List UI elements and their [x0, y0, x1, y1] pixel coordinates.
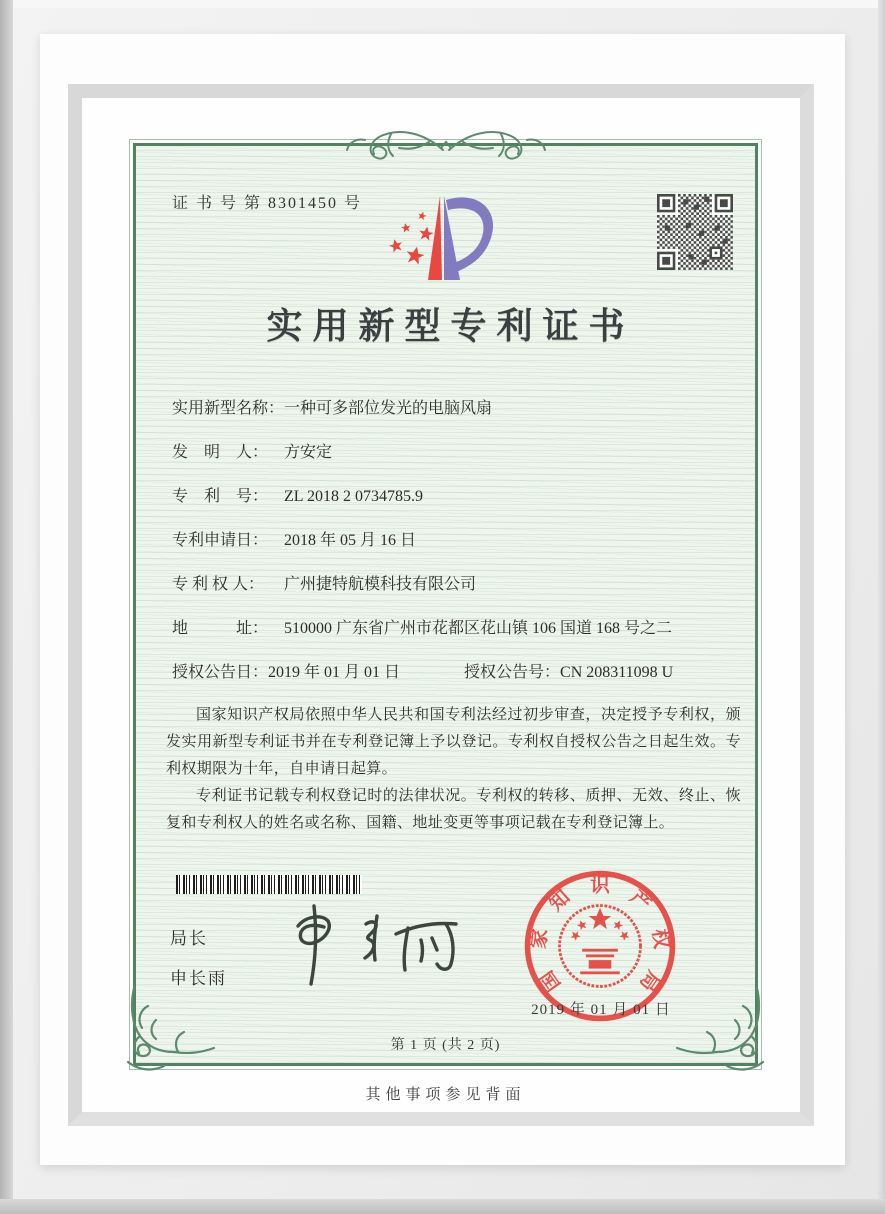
field-value: 一种可多部位发光的电脑风扇	[284, 400, 493, 417]
field-invention-name	[172, 398, 738, 419]
cnipa-logo-icon	[382, 188, 502, 293]
field-value: 510000 广东省广州市花都区花山镇 106 国道 168 号之二	[284, 620, 673, 637]
field-grant-row	[172, 662, 738, 683]
signer-title: 局长	[170, 929, 208, 948]
decorative-green-border	[133, 143, 758, 1066]
national-emblem-icon	[560, 906, 641, 987]
field-patent-number	[172, 486, 738, 507]
field-label: 发 明 人：	[172, 444, 269, 461]
signer-block	[170, 924, 227, 1004]
director-signature	[274, 898, 474, 993]
certificate-number: 证 书 号 第 8301450 号	[172, 195, 363, 212]
seal-char: 产	[625, 886, 656, 916]
grant-number	[464, 662, 673, 683]
frame-opening	[68, 84, 814, 1126]
seal-date: 2019 年 01 月 01 日	[531, 1002, 671, 1018]
signer-name: 申长雨	[170, 969, 227, 988]
field-value: 2019 年 01 月 01 日	[268, 664, 401, 681]
certificate-paper	[82, 98, 800, 1112]
field-value: 方安定	[284, 444, 333, 461]
field-label: 授权公告号：	[464, 664, 561, 681]
top-center-flourish-icon	[331, 120, 561, 166]
field-value: CN 208311098 U	[560, 664, 674, 681]
legal-paragraph-2: 专利证书记载专利权登记时的法律状况。专利权的转移、质押、无效、终止、恢复和专利权人的姓名或名称、国籍、地址变更等事项记载在专利登记簿上。	[166, 788, 741, 831]
legal-text	[166, 702, 741, 837]
field-patentee	[172, 574, 738, 595]
field-label: 地 址：	[172, 620, 269, 637]
field-label: 专利申请日：	[172, 532, 269, 549]
frame-edge-top	[0, 0, 885, 8]
seal-char: 局	[634, 966, 665, 996]
seal-char: 权	[648, 927, 673, 951]
qr-code	[657, 194, 733, 270]
field-list	[172, 398, 738, 706]
barcode	[176, 875, 362, 894]
field-inventor	[172, 442, 738, 463]
seal-char: 国	[535, 966, 566, 996]
field-filing-date	[172, 530, 738, 551]
field-address	[172, 618, 738, 639]
certificate-title: 实用新型专利证书	[266, 306, 635, 346]
seal-char: 家	[527, 927, 552, 951]
page-indicator: 第 1 页 (共 2 页)	[390, 1038, 501, 1053]
field-value: 广州捷特航模科技有限公司	[284, 576, 477, 593]
seal-char: 知	[544, 886, 575, 916]
field-value: ZL 2018 2 0734785.9	[284, 488, 423, 505]
legal-paragraph-1: 国家知识产权局依照中华人民共和国专利法经过初步审查，决定授予专利权，颁发实用新型专利证书并在专利登记簿上予以登记。专利权自授权公告之日起生效。专利权期限为十年，自申请日起算。	[166, 707, 741, 777]
back-side-note: 其他事项参见背面	[365, 1087, 526, 1103]
field-value: 2018 年 05 月 16 日	[284, 532, 417, 549]
field-label: 专 利 权 人：	[172, 576, 265, 593]
frame-edge-bottom	[0, 1199, 885, 1214]
field-label: 实用新型名称：	[172, 400, 285, 417]
frame-edge-right	[878, 0, 885, 1214]
frame-edge-left	[0, 0, 13, 1214]
field-label: 专 利 号：	[172, 488, 269, 505]
corner-flourish-icon	[674, 984, 769, 1079]
field-label: 授权公告日：	[172, 664, 269, 681]
grant-date	[172, 662, 464, 683]
seal-char: 识	[590, 874, 610, 897]
